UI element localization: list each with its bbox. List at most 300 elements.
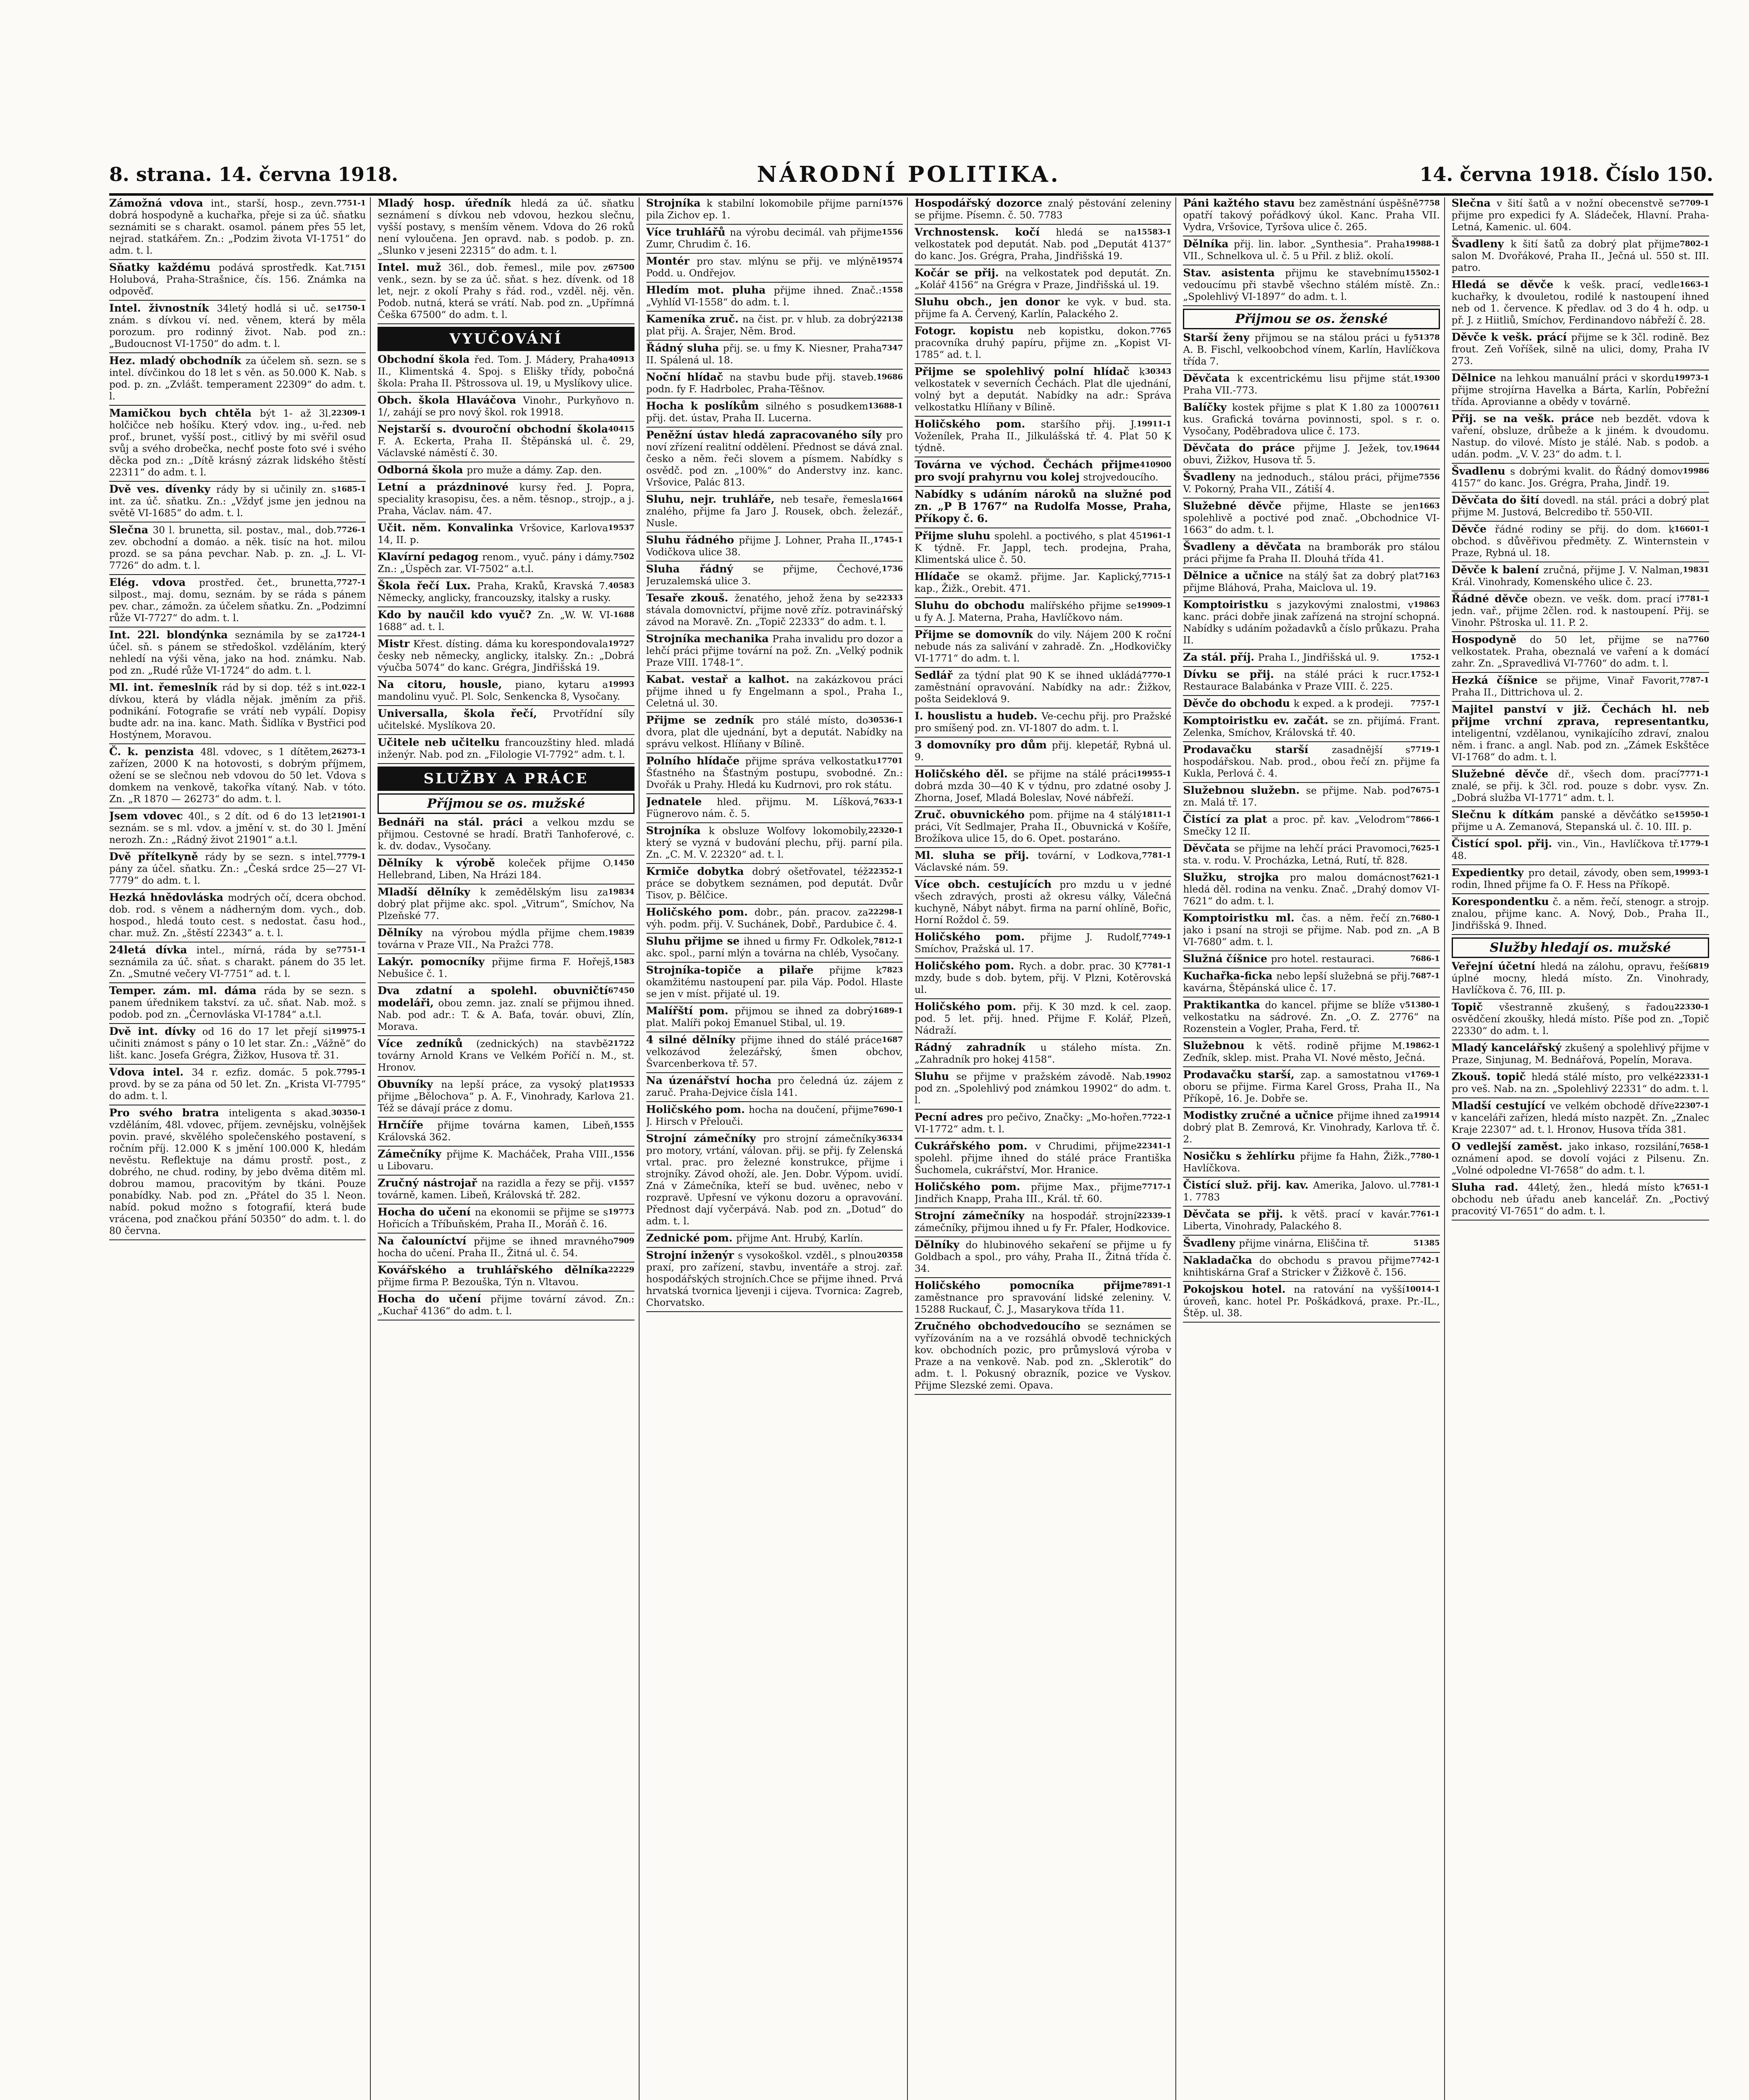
ad-heading: Dvě int. dívky bbox=[109, 1025, 202, 1037]
ad-number: 1752-1 bbox=[1410, 670, 1440, 679]
ad-number: 19537 bbox=[608, 523, 635, 532]
ad-heading: Jsem vdovec bbox=[109, 810, 189, 822]
classified-ad bbox=[378, 551, 634, 575]
classified-ad bbox=[378, 354, 634, 389]
ad-heading: Balíčky bbox=[1183, 401, 1232, 413]
ad-text: na razidla a řezy se přij. v továrně, kamen. Libeň, Královská tř. 282. bbox=[378, 1178, 614, 1201]
ad-heading: Děvčata bbox=[1183, 372, 1238, 384]
ad-text: a proc. př. kav. „Velodrom“ Smečky 12 II. bbox=[1183, 814, 1411, 837]
ad-divider bbox=[915, 1109, 1171, 1110]
ad-number: 7761-1 bbox=[1410, 1210, 1440, 1218]
ad-divider bbox=[915, 1068, 1171, 1069]
ad-divider bbox=[915, 737, 1171, 738]
classified-ad bbox=[1452, 238, 1709, 274]
classified-ad bbox=[1183, 599, 1440, 646]
ad-heading: 24letá dívka bbox=[109, 944, 197, 956]
classified-ad bbox=[1452, 372, 1709, 408]
classified-ad bbox=[915, 768, 1171, 804]
ad-number: 19911-1 bbox=[1136, 420, 1172, 428]
ad-heading: 3 domovníky pro dům bbox=[914, 739, 1052, 751]
ad-text: přijme J. Lohner, Praha II., Vodičkova ulice 38. bbox=[646, 535, 873, 558]
ad-text: přijme Max., přijme Jindřich Knapp, Praha III., Král. tř. 60. bbox=[914, 1182, 1142, 1205]
ad-number: 1557 bbox=[613, 1179, 635, 1187]
ad-number: 1558 bbox=[881, 286, 903, 294]
ad-divider bbox=[915, 1394, 1171, 1395]
ad-heading: Dva zdatní a spolehl. obuvničtí modeláři, bbox=[378, 984, 608, 1009]
ad-number: 1576 bbox=[881, 199, 903, 207]
ad-text: vin., Vin., Havlíčkova tř. 48. bbox=[1451, 839, 1680, 861]
ad-text: č. a něm. řečí, stenogr. a strojp. znalou, přijme kanc. A. Nový, Dob., Praha II., Jindřišská 9. Ihned. bbox=[1451, 897, 1709, 931]
ad-divider bbox=[1183, 712, 1440, 713]
ad-divider bbox=[1183, 1107, 1440, 1108]
classified-ad bbox=[1183, 715, 1440, 739]
ad-text: francouzštiny hled. mladá inženýr. Nab. pod zn. „Filologie VI-7792“ adm. t. l. bbox=[378, 738, 635, 760]
ad-text: přijmu ke stavebnímu vedoucímu při stavbě všechno stálém místě. Zn.: „Spolehlivý VI-1897“ do adm. t. l. bbox=[1183, 268, 1440, 302]
ad-text: u stáleho místa. Zn. „Zahradník pro hokej 4158“. bbox=[914, 1042, 1172, 1065]
ad-number: 51385 bbox=[1413, 1239, 1440, 1247]
classified-ad bbox=[915, 931, 1171, 955]
ad-number: 30343 bbox=[1145, 367, 1172, 376]
ad-text: zasadnější s hospodářskou. Nab. prod., obou řečí zn. přijme fa Kukla, Perlová č. 4. bbox=[1183, 745, 1440, 779]
ad-text: neb tesaře, řemesla znalého, přijme fa Jaro J. Rousek, obch. železář., Nusle. bbox=[646, 494, 903, 529]
ad-number: 7781-1 bbox=[1142, 961, 1172, 970]
classified-ad bbox=[378, 1293, 634, 1317]
ad-text: na velkostatek pod deputát. Zn. „Kolář 4156“ na Grégra v Praze, Jindřišská ul. 19. bbox=[914, 268, 1172, 291]
ad-heading: Bednáři na stál. práci bbox=[378, 816, 532, 828]
classified-ad bbox=[109, 1066, 366, 1102]
ad-heading: Přijme se domovník bbox=[914, 628, 1038, 640]
ad-number: 022-1 bbox=[341, 683, 366, 692]
ad-number: 19831 bbox=[1683, 565, 1709, 574]
ad-number: 19300 bbox=[1413, 374, 1440, 383]
ad-heading: Odborná škola bbox=[378, 464, 467, 476]
ad-text: přijme vinárna, Eliščina tř. bbox=[1239, 1238, 1369, 1249]
ad-divider bbox=[1452, 835, 1709, 836]
ad-heading: Holičského pom. bbox=[914, 1181, 1031, 1193]
ad-number: 7866-1 bbox=[1410, 815, 1440, 824]
classified-ad bbox=[378, 1177, 634, 1201]
ad-divider bbox=[1452, 463, 1709, 464]
ad-heading: Přij. se na vešk. práce bbox=[1451, 412, 1601, 425]
ad-number: 15502-1 bbox=[1405, 268, 1440, 277]
ad-text: Praha, Kraků, Kravská 7. Německy, anglicky, francouzsky, italsky a rusky. bbox=[378, 581, 611, 604]
section-subheading: Služby hledají os. mužské bbox=[1452, 937, 1709, 958]
ad-heading: Č. k. penzista bbox=[109, 746, 201, 758]
classified-ad bbox=[1183, 442, 1440, 466]
ad-number: 7658-1 bbox=[1679, 1142, 1709, 1151]
classified-ad bbox=[1183, 471, 1440, 495]
classified-ad bbox=[1452, 1100, 1709, 1136]
ad-text: přijme se ihned mravného hocha do učení. Praha II., Žitná ul. č. 54. bbox=[378, 1236, 614, 1259]
ad-heading: Děvčata se přij. bbox=[1183, 1208, 1291, 1220]
ad-number: 7758 bbox=[1419, 199, 1440, 207]
ad-text: zaměstnance pro spravování lidské zeleniny. V. 15288 Ruckauf, Č. J., Masarykova třída 11. bbox=[914, 1292, 1172, 1315]
ad-number: 7625-1 bbox=[1410, 844, 1440, 853]
ad-heading: Děvče k vešk. prácí bbox=[1451, 331, 1571, 343]
ad-divider bbox=[1452, 521, 1709, 522]
ad-divider bbox=[915, 568, 1171, 569]
classified-ad bbox=[915, 296, 1171, 320]
ad-text: na stálé práci k rucr. Restaurace Balabánka v Praze VIII. č. 225. bbox=[1183, 669, 1411, 692]
ad-heading: Holičského pom. bbox=[914, 960, 1019, 972]
ad-number: 7726-1 bbox=[336, 525, 366, 534]
ad-divider bbox=[915, 876, 1171, 877]
ad-divider bbox=[646, 1230, 903, 1231]
classified-ad bbox=[378, 1079, 634, 1114]
ad-divider bbox=[1183, 910, 1440, 911]
ad-heading: Strojní inženýr bbox=[646, 1249, 738, 1261]
ad-heading: Kabat. vestař a kalhot. bbox=[646, 673, 797, 685]
ad-number: 7757-1 bbox=[1410, 699, 1440, 708]
ad-divider bbox=[109, 1064, 366, 1065]
ad-divider bbox=[915, 998, 1171, 999]
ad-number: 10014-1 bbox=[1405, 1285, 1440, 1294]
ad-heading: Mamičkou bych chtěla bbox=[109, 407, 260, 419]
ad-divider bbox=[1183, 1281, 1440, 1282]
ad-heading: Služná číšnice bbox=[1183, 953, 1271, 965]
column-5 bbox=[1183, 197, 1445, 2100]
classified-ad bbox=[915, 571, 1171, 595]
ad-text: přijme firma F. Hořejš, Nebušice č. 1. bbox=[378, 957, 614, 979]
classified-ad bbox=[378, 886, 634, 922]
ad-text: Praha invalidu pro dozor a lehčí práci přijme tovární na pož. Zn. „Velký podnik Praze VIII. 1748-1“. bbox=[646, 634, 903, 668]
ad-heading: Malířští pom. bbox=[646, 1005, 735, 1017]
classified-ad bbox=[1183, 843, 1440, 866]
classified-ad bbox=[378, 1038, 634, 1074]
classified-ad bbox=[915, 197, 1171, 221]
classified-ad bbox=[1452, 675, 1709, 698]
ad-divider bbox=[915, 806, 1171, 807]
ad-text: dovedl. na stál. práci a dobrý plat přijme M. Justová, Belcredibo tř. 550-VII. bbox=[1451, 495, 1709, 518]
ad-text: (zednických) na stavbě továrny Arnold Krans ve Velkém Poříčí n. M., st. Hronov. bbox=[378, 1039, 635, 1073]
ad-text: přijme, Hlaste se jen spolehlivě a poctivé pod znač. „Obchodnice VI-1663“ do adm. t. l. bbox=[1183, 501, 1440, 536]
ad-text: na čist. pr. v hlub. za dobrý plat přij. A. Šrajer, Něm. Brod. bbox=[646, 314, 877, 337]
ad-divider bbox=[646, 311, 903, 312]
ad-heading: Strojníka-topiče a pilaře bbox=[646, 964, 829, 976]
classified-ad bbox=[1183, 1208, 1440, 1232]
ad-number: 22339-1 bbox=[1136, 1211, 1172, 1220]
classified-ad bbox=[915, 418, 1171, 454]
ad-heading: Kdo by naučil kdo vyuč? bbox=[378, 609, 538, 621]
ad-number: 7611 bbox=[1419, 403, 1440, 412]
classified-ad bbox=[1183, 1069, 1440, 1105]
ad-heading: Hezká hnědovláska bbox=[109, 891, 228, 903]
classified-ad bbox=[1452, 413, 1709, 460]
classified-ad bbox=[1452, 564, 1709, 588]
ad-text: neb kopistku, dokon. pracovníka druhý papíru, přijme zn. „Kopist VI-1785“ ad. t. l. bbox=[914, 326, 1172, 360]
ad-text: přij. klepetář, Rybná ul. 9. bbox=[914, 740, 1172, 763]
ad-number: 7795-1 bbox=[336, 1068, 366, 1076]
classified-ad bbox=[1452, 279, 1709, 326]
classified-ad bbox=[1183, 999, 1440, 1035]
ad-text: k excentrickému lisu přijme stát. Praha VII.-773. bbox=[1183, 373, 1414, 396]
ad-text: tovární, v Lodkova, Václavské nám. 59. bbox=[914, 850, 1142, 873]
ad-text: pro mzdu u v jedné všech zdravých, prosti až okresu války, Válečná kuchyně, Nábyt nábyt. firma na parní ohlíně, Bořic, Horní Roždol č. 59. bbox=[914, 879, 1172, 926]
ad-number: 7891-1 bbox=[1142, 1281, 1172, 1290]
classified-ad bbox=[1183, 541, 1440, 565]
classified-ad bbox=[915, 1181, 1171, 1205]
ad-text: a velkou mzdu se přijmou. Cestovné se hradí. Bratři Tanhoferové, c. k. dv. dodav., Vysočany. bbox=[378, 817, 635, 852]
classified-ad bbox=[1183, 698, 1440, 710]
classified-ad bbox=[646, 714, 903, 750]
classified-ad bbox=[378, 927, 634, 951]
ad-number: 7909 bbox=[613, 1236, 635, 1245]
ad-heading: Holičského pom. bbox=[914, 1000, 1023, 1013]
ad-number: 22298-1 bbox=[868, 908, 903, 916]
ad-text: inteligenta s akad. vzděláním, 48l. vdovec, příjem. zevnějsku, volnějšek povin. pravé, skvělého společenského postavení, s ročním příj. 12.000 K s jmění 100.000 K, hledám nevěstu. Reflektuje na dámu prostř. post., z dobrého, ne chud. rodiny, by jebo dvěma ditěm ml. dobrou mamou, pracovitým by tkáni. Pouze ponabídky. Nab. pod zn. „Přátel do 35 l. Neon. nabíd. pokud možno s fotografií, která bude vrácena, pod značkou přání 50350“ do adm. t. l. do 80 června. bbox=[109, 1108, 366, 1236]
ad-heading: Prodavačku starší bbox=[1183, 743, 1332, 756]
ad-text: ihned u firmy Fr. Odkolek, akc. spol., parní mlýn a továrna na chléb, Vysočany. bbox=[646, 936, 899, 959]
ad-heading: Dělnice bbox=[1451, 372, 1501, 384]
ad-number: 1685-1 bbox=[336, 485, 366, 494]
ad-number: 22333 bbox=[876, 593, 903, 602]
classified-ad bbox=[1183, 1255, 1440, 1278]
ad-heading: Na čalouníctví bbox=[378, 1235, 474, 1247]
ad-heading: Za stál. příj. bbox=[1183, 651, 1258, 663]
ad-number: 22341-1 bbox=[1136, 1142, 1172, 1150]
classified-ad bbox=[378, 464, 634, 476]
ad-number: 7621-1 bbox=[1410, 873, 1440, 882]
ad-heading: Komptoiristku ml. bbox=[1183, 912, 1302, 924]
ad-text: Ve-cechu přij. pro Pražské pro smíšený pod. zn. VI-1807 do adm. t. l. bbox=[914, 711, 1172, 734]
classified-ad bbox=[1183, 1040, 1440, 1064]
ad-text: do obchodu s pravou přijme knihtiskárna Graf a Stricker v Žižkově č. 156. bbox=[1183, 1255, 1411, 1278]
classified-ad bbox=[109, 892, 366, 939]
ad-text: seznámila by se za účel. sň. s pánem se středoškol. vzděláním, který nehledí na výši věna, jako na hod. známku. Nab. pod zn. „Rudé růže VI-1724“ do adm. t. l. bbox=[109, 630, 366, 676]
ad-divider bbox=[646, 369, 903, 370]
ad-text: 34letý hodlá si uč. se znám. s dívkou ví. ned. věnem, která by měla porozum. pro rodinný život. Nab. pod zn.: „Budoucnost VI-1750“ do adm. t. l. bbox=[109, 303, 366, 349]
ad-divider bbox=[378, 479, 634, 480]
ad-number: 7675-1 bbox=[1410, 786, 1440, 795]
ad-text: ráda by se sezn. s panem úřednikem takství. za uč. sňat. Nab. mož. s podob. pod zn. „Černovláska VI-1784“ a.t.l. bbox=[109, 986, 366, 1020]
ad-text: být 1- až 3l. holčičce neb hošíku. Který vdov. ing., u-řed. neb prof., brunet, vyšší post., citlivý by mi svěřil osud svůj a svého drobečka, nechť poste foto své i svého děcka pod zn.: „Dítě krásný zázrak lidského štěstí 22311“ do adm. t. l. bbox=[109, 408, 366, 478]
classified-ad bbox=[1452, 494, 1709, 518]
ad-text: 40l., s 2 dít. od 6 do 13 let seznám. se s ml. vdov. a jmění v. st. do 30 l. Jmění nerozh. Zn.: „Rádný život 21901“ a.t.l. bbox=[109, 811, 366, 845]
classified-ad bbox=[109, 810, 366, 846]
ad-number: 15583-1 bbox=[1136, 228, 1172, 236]
ad-heading: Krmiče dobytka bbox=[646, 865, 753, 877]
ad-text: k zemědělským lisu za dobrý plat přijme akc. spol. „Vitrum“, Smíchov, Na Plzeňské 77. bbox=[378, 887, 635, 921]
ad-heading: Přijme sluhu bbox=[914, 530, 994, 542]
ad-divider bbox=[1183, 440, 1440, 441]
ad-number: 19955-1 bbox=[1136, 769, 1172, 778]
ad-heading: Strojníka bbox=[646, 824, 709, 837]
ad-divider bbox=[109, 1239, 366, 1240]
ad-heading: Kuchařka-ficka bbox=[1183, 970, 1277, 982]
classified-ad bbox=[1183, 953, 1440, 965]
ad-divider bbox=[109, 889, 366, 890]
header-left: 8. strana. 14. června 1918. bbox=[109, 163, 399, 186]
ad-heading: Hrnčíře bbox=[378, 1119, 438, 1131]
ad-text: s jazykovými znalostmi, v kanc. práci dobře jinak zařízená na strojní schopná. Nabídky s udáním požadavků a číslo průkazu. Praha II. bbox=[1183, 600, 1440, 646]
classified-ad bbox=[646, 1232, 903, 1244]
classified-ad bbox=[378, 394, 634, 418]
ad-divider bbox=[915, 667, 1171, 668]
ad-number: 19863 bbox=[1413, 600, 1440, 609]
classified-ad bbox=[378, 816, 634, 852]
ad-divider bbox=[646, 863, 903, 864]
ad-divider bbox=[1183, 649, 1440, 650]
ad-number: 7715-1 bbox=[1142, 572, 1172, 581]
ad-text: F. A. Eckerta, Praha II. Štěpánská ul. č. 29, Václavské náměstí č. 30. bbox=[378, 436, 635, 459]
ad-number: 67500 bbox=[608, 263, 635, 272]
ad-text: hocha na doučení, přijme J. Hirsch v Přelouči. bbox=[646, 1105, 873, 1127]
classified-ad bbox=[109, 355, 366, 402]
ad-text: pro stálé místo, do dvora, plat dle ujednání, byt a deputát. Nabídky na správu velkost. Hlíňany v Bílině. bbox=[646, 715, 903, 750]
ad-number: 19909-1 bbox=[1136, 601, 1172, 610]
ad-number: 16601-1 bbox=[1674, 525, 1709, 533]
classified-ad bbox=[915, 960, 1171, 996]
ad-number: 1583 bbox=[613, 957, 635, 966]
classified-ad bbox=[1183, 970, 1440, 994]
ad-text: za týdní plat 90 K se ihned ukládá zaměstnání opravování. Nabídky na adr.: Žižkov, pošta Seideklová 9. bbox=[914, 670, 1172, 705]
ad-text: přijmou se ihned za dobrý plat. Malíři pokoj Emanuel Stibal, ul. 19. bbox=[646, 1006, 873, 1029]
ad-divider bbox=[1183, 741, 1440, 742]
ad-number: 7690-1 bbox=[873, 1105, 903, 1114]
ad-heading: Zednické pom. bbox=[646, 1232, 737, 1244]
ad-heading: Expedientky bbox=[1451, 866, 1529, 879]
ad-number: 19986 bbox=[1683, 467, 1709, 475]
ad-divider bbox=[646, 793, 903, 794]
ad-heading: Holičského pom. bbox=[914, 418, 1041, 430]
ad-number: 1769-1 bbox=[1410, 1070, 1440, 1079]
ad-text: do hlubinového sekaření se přijme u fy Goldbach a spol., pro váhy, Praha II., Žitná třída č. 34. bbox=[914, 1240, 1172, 1274]
ad-divider bbox=[109, 743, 366, 744]
ad-heading: Sedlář bbox=[914, 669, 959, 681]
classified-ad bbox=[378, 423, 634, 459]
ad-heading: Nabídky s udáním nároků na služné pod zn. „P B 1767“ na Rudolfa Mosse, Praha, Příkopy č. 6. bbox=[914, 488, 1172, 525]
ad-heading: Zámečníky bbox=[378, 1148, 447, 1160]
ad-heading: Řádný sluha bbox=[646, 342, 723, 354]
ad-number: 19975-1 bbox=[331, 1027, 366, 1036]
ad-number: 7765 bbox=[1150, 326, 1172, 335]
ad-text: přij. se. u fmy K. Niesner, Praha II. Spálená ul. 18. bbox=[646, 343, 882, 366]
ad-number: 7802-1 bbox=[1679, 239, 1709, 248]
section-banner: VYUČOVÁNÍ bbox=[378, 327, 634, 351]
ad-heading: Holičského děl. bbox=[914, 768, 1014, 780]
classified-ad bbox=[646, 371, 903, 395]
ad-heading: Hocha do učení bbox=[378, 1293, 491, 1305]
ad-heading: Na citoru, housle, bbox=[378, 678, 515, 690]
classified-ad bbox=[1183, 402, 1440, 437]
ad-text: v šití šatů a v nožní obecenstvě se přijme pro expedici fy A. Sládeček, Hlavní. Praha-Letná, Kamenic. ul. 604. bbox=[1451, 198, 1709, 233]
ad-divider bbox=[1183, 305, 1440, 306]
ad-divider bbox=[646, 491, 903, 492]
ad-heading: Děvče do obchodu bbox=[1183, 697, 1294, 709]
ad-divider bbox=[646, 224, 903, 225]
ad-heading: Intel. živnostník bbox=[109, 302, 217, 314]
ad-divider bbox=[1183, 567, 1440, 568]
classified-ad bbox=[915, 1210, 1171, 1234]
ad-number: 40913 bbox=[608, 355, 635, 364]
ad-heading: Více zedníků bbox=[378, 1037, 477, 1050]
ad-text: se přijme, Čechové, Jeruzalemská ulice 3. bbox=[646, 564, 882, 587]
ad-text: hledá stálé místo, pro velké pro veš. Nab. na zn. „Spolehlivý 22331“ do adm. t. l. bbox=[1451, 1072, 1709, 1095]
ad-divider bbox=[646, 561, 903, 562]
ad-text: na výrobu decimál. vah přijme Zumr, Chrudim č. 16. bbox=[646, 227, 882, 250]
ad-number: 1664 bbox=[881, 495, 903, 504]
ad-heading: Komptoiristku bbox=[1183, 598, 1277, 611]
classified-ad bbox=[646, 592, 903, 628]
ad-text: Vršovice, Karlova 14, II. p. bbox=[378, 523, 608, 546]
ad-text: zručná, přijme J. V. Nalman, Král. Vinohrady, Komenského ulice č. 23. bbox=[1451, 565, 1683, 588]
ad-divider bbox=[915, 1138, 1171, 1139]
ad-heading: Strojníka mechanika bbox=[646, 633, 773, 645]
classified-ad bbox=[109, 197, 366, 257]
classified-ad bbox=[1183, 1150, 1440, 1174]
ad-divider bbox=[378, 1175, 634, 1176]
ad-divider bbox=[378, 1233, 634, 1234]
ad-number: 7719-1 bbox=[1410, 745, 1440, 754]
ad-divider bbox=[378, 763, 634, 764]
ad-text: obou zemn. jaz. znalí se přijmou ihned. Nab. pod adr.: T. & A. Baťa, továr. obuvi, Zlín, Morava. bbox=[378, 998, 635, 1032]
ad-divider bbox=[646, 590, 903, 591]
ad-heading: Řádné děvče bbox=[1451, 593, 1534, 605]
classified-ad bbox=[646, 964, 903, 1000]
classified-ad bbox=[378, 985, 634, 1033]
ad-heading: Sluhu, nejr. truhláře, bbox=[646, 493, 781, 505]
classified-ad bbox=[915, 809, 1171, 845]
classified-ad bbox=[1452, 961, 1709, 996]
ad-text: prostřed. čet., brunetta, silpost., maj. domu, seznám. by se ráda s pánem pev. char., zámožn. za účelem sňatku. Zn. „Podzimní růže VI-7727“ do adm. t. l. bbox=[109, 578, 366, 624]
classified-ad bbox=[915, 710, 1171, 734]
classified-ad bbox=[378, 1264, 634, 1288]
header-right: 14. června 1918. Číslo 150. bbox=[1419, 163, 1713, 186]
classified-ad bbox=[1452, 331, 1709, 367]
ad-text: podává sprostředk. Kat. Holubová, Praha-Strašnice, čís. 156. Známka na odpověď. bbox=[109, 262, 366, 297]
ad-text: přijme továrna kamen, Libeň, Královská 362. bbox=[378, 1120, 614, 1143]
ad-text: na bramborák pro stálou práci přijme fa Praha II. Dlouhá třída 41. bbox=[1183, 542, 1440, 564]
ad-number: 7633-1 bbox=[873, 797, 903, 806]
ad-text: kursy řed. J. Popra, speciality krasopisu, čes. a něm. těsnop., strojp., a j. Praha, Václav. nám. 47. bbox=[378, 482, 635, 517]
ad-divider bbox=[1183, 997, 1440, 998]
classified-ad bbox=[1183, 1284, 1440, 1319]
ad-divider bbox=[1183, 1037, 1440, 1038]
ad-number: 19574 bbox=[876, 257, 903, 265]
ad-divider bbox=[915, 1277, 1171, 1278]
classified-ad bbox=[646, 226, 903, 250]
ad-heading: Rádný zahradník bbox=[914, 1041, 1041, 1053]
ad-divider bbox=[1452, 934, 1709, 935]
ad-number: 30536-1 bbox=[868, 716, 903, 724]
ad-heading: Hez. mladý obchodník bbox=[109, 354, 246, 367]
classified-ad bbox=[109, 524, 366, 572]
ad-text: přijme J. Rudolf, Smíchov, Pražská ul. 17. bbox=[914, 932, 1142, 955]
ad-divider bbox=[378, 1262, 634, 1263]
ad-divider bbox=[1452, 1138, 1709, 1139]
ad-divider bbox=[646, 671, 903, 672]
ad-number: 17701 bbox=[876, 756, 903, 765]
ad-heading: Čistící služ. přij. kav. bbox=[1183, 1179, 1313, 1191]
classified-ad bbox=[1183, 785, 1440, 808]
ad-divider bbox=[109, 982, 366, 983]
classified-ad bbox=[1183, 1110, 1440, 1145]
classified-ad bbox=[646, 429, 903, 488]
ad-heading: Páni kažtého stavu bbox=[1183, 197, 1299, 209]
ad-number: 1556 bbox=[613, 1150, 635, 1158]
classified-ad bbox=[1183, 1237, 1440, 1250]
ad-text: se přijme na stálé práci dobrá mzda 30—40 K v týdnu, pro zdatné osoby J. Zhorna, Josef, Mladá Boleslav, Nové nábřeží. bbox=[914, 769, 1172, 803]
classified-ad bbox=[646, 674, 903, 709]
ad-divider bbox=[646, 427, 903, 428]
ad-text: zap. a samostatnou v oboru se přijme. Firma Karel Gross, Praha II., Na Příkopě, 16. Je. Dobře se. bbox=[1183, 1070, 1440, 1104]
ad-text: ve velkém obchodě dříve v kanceláři zařízen, hledá místo nazpět. Zn. „Znalec Kraje 22307“ ad. t. l. Hronov, Husova třída 381. bbox=[1451, 1101, 1709, 1135]
classified-ad bbox=[646, 563, 903, 587]
ad-heading: Sluhu řádného bbox=[646, 534, 739, 546]
ad-divider bbox=[1452, 893, 1709, 894]
ad-divider bbox=[1183, 811, 1440, 812]
ad-number: 15950-1 bbox=[1674, 810, 1709, 819]
